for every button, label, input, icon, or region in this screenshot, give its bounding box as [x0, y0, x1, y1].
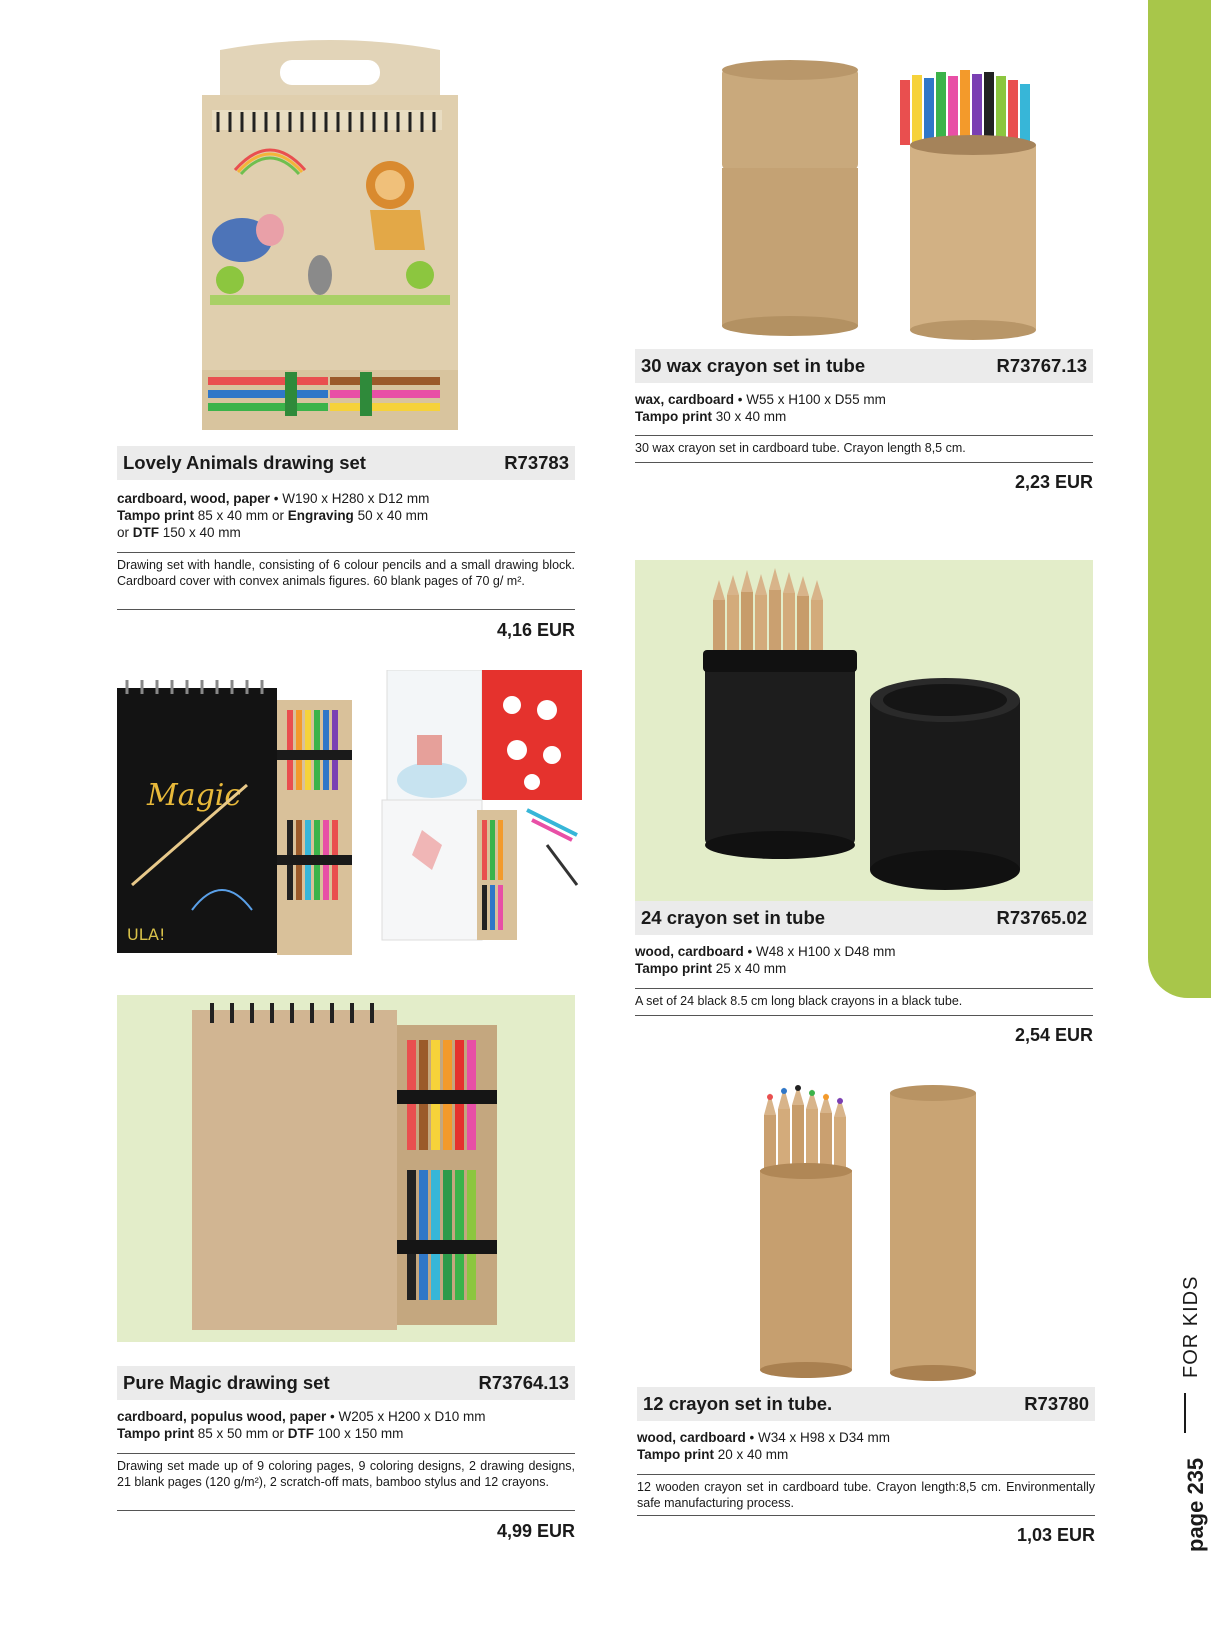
magic-spec	[117, 1408, 575, 1442]
print-label: Tampo print	[117, 508, 194, 523]
crayon24-price: 2,54 EUR	[1014, 1025, 1093, 1045]
print-label: Tampo print	[117, 1426, 194, 1441]
product-name: Pure Magic drawing set	[123, 1372, 330, 1393]
material: wood, cardboard	[637, 1430, 746, 1445]
material: wood, cardboard	[635, 944, 744, 959]
dimensions: • W34 x H98 x D34 mm	[745, 1430, 891, 1445]
print-size: 85 x 50 mm or	[194, 1426, 288, 1441]
magic-price: 4,99 EUR	[496, 1521, 575, 1541]
black-crayon-image	[635, 560, 1093, 902]
divider	[637, 1515, 1095, 1516]
product-code: R73764.13	[478, 1372, 569, 1393]
lovely-spec	[117, 490, 575, 541]
wax-price: 2,23 EUR	[1014, 472, 1093, 492]
print-size: 100 x 150 mm	[314, 1426, 404, 1441]
kraft-crayon-image	[750, 1085, 1000, 1385]
scratch-text: Magic	[147, 778, 242, 813]
product-name: 24 crayon set in tube	[641, 907, 826, 928]
side-divider	[1184, 1393, 1186, 1433]
page-number-text: page 235	[1183, 1457, 1208, 1552]
side-category-label: FOR KIDS	[1180, 1275, 1202, 1378]
product-code: R73783	[504, 452, 569, 473]
crayon24-spec	[635, 943, 1093, 977]
print-size: 25 x 40 mm	[712, 961, 787, 976]
print-size: 30 x 40 mm	[712, 409, 787, 424]
divider	[117, 552, 575, 553]
pure-magic-image	[117, 995, 575, 1342]
print-label: Tampo print	[635, 409, 712, 424]
crayon12-price: 1,03 EUR	[1016, 1525, 1095, 1545]
product-code: R73780	[1024, 1393, 1089, 1414]
scratch-text: ULA!	[127, 925, 166, 944]
crayon24-description: A set of 24 black 8.5 cm long black crayons in a black tube.	[635, 994, 963, 1008]
product-name: Lovely Animals drawing set	[123, 452, 366, 473]
lovely-price: 4,16 EUR	[496, 620, 575, 640]
material: wax, cardboard	[635, 392, 735, 407]
category-tab	[1148, 0, 1211, 998]
dimensions: • W205 x H200 x D10 mm	[326, 1409, 486, 1424]
magic-description: Drawing set made up of 9 coloring pages, 9 coloring designs, 2 drawing designs, 21 blank pages (120 g/m²), 2 scratch-off mats, bamboo stylus and 12 crayons.	[117, 1459, 575, 1489]
scratch-magic-image	[72, 670, 612, 980]
divider	[117, 1453, 575, 1454]
product-code: R73765.02	[996, 907, 1087, 928]
divider	[635, 435, 1093, 436]
crayon12-description: 12 wooden crayon set in cardboard tube. Crayon length:8,5 cm. Environmentally safe manufacturing process.	[637, 1480, 1095, 1510]
print-size: 150 x 40 mm	[159, 525, 241, 540]
print-label: Tampo print	[635, 961, 712, 976]
print-size: 85 x 40 mm or	[194, 508, 288, 523]
magic-title-bar	[117, 1366, 575, 1400]
lovely-title-bar	[117, 446, 575, 480]
print-size: 50 x 40 mm	[353, 508, 429, 523]
divider	[635, 462, 1093, 463]
print-label: Tampo print	[637, 1447, 714, 1462]
print-label: DTF	[132, 525, 160, 540]
lovely-description: Drawing set with handle, consisting of 6 colour pencils and a small drawing block. Cardboard cover with convex animals figures. 60 blank pages of 70 g/ m².	[117, 558, 575, 588]
dimensions: • W48 x H100 x D48 mm	[743, 944, 896, 959]
divider	[635, 988, 1093, 989]
divider	[635, 1015, 1093, 1016]
wax-description: 30 wax crayon set in cardboard tube. Crayon length 8,5 cm.	[635, 441, 966, 455]
crayon24-title-bar	[635, 901, 1093, 935]
print-label: DTF	[287, 1426, 315, 1441]
divider	[117, 1510, 575, 1511]
wax-title-bar	[635, 349, 1093, 383]
divider	[117, 609, 575, 610]
lovely-animals-image	[190, 40, 470, 440]
crayon12-title-bar	[637, 1387, 1095, 1421]
product-name: 30 wax crayon set in tube	[641, 355, 866, 376]
crayon12-spec	[637, 1429, 1095, 1463]
print-label: Engraving	[287, 508, 354, 523]
material: cardboard, wood, paper	[117, 491, 271, 506]
product-code: R73767.13	[996, 355, 1087, 376]
print-size: 20 x 40 mm	[714, 1447, 789, 1462]
material: cardboard, populus wood, paper	[117, 1409, 327, 1424]
wax-crayon-image	[700, 60, 1050, 350]
side-page-number	[1183, 1447, 1211, 1557]
wax-spec	[635, 391, 1093, 425]
dimensions: • W55 x H100 x D55 mm	[734, 392, 886, 407]
product-name: 12 crayon set in tube.	[643, 1393, 833, 1414]
divider	[637, 1474, 1095, 1475]
dimensions: • W190 x H280 x D12 mm	[270, 491, 430, 506]
print-prefix: or	[117, 525, 133, 540]
